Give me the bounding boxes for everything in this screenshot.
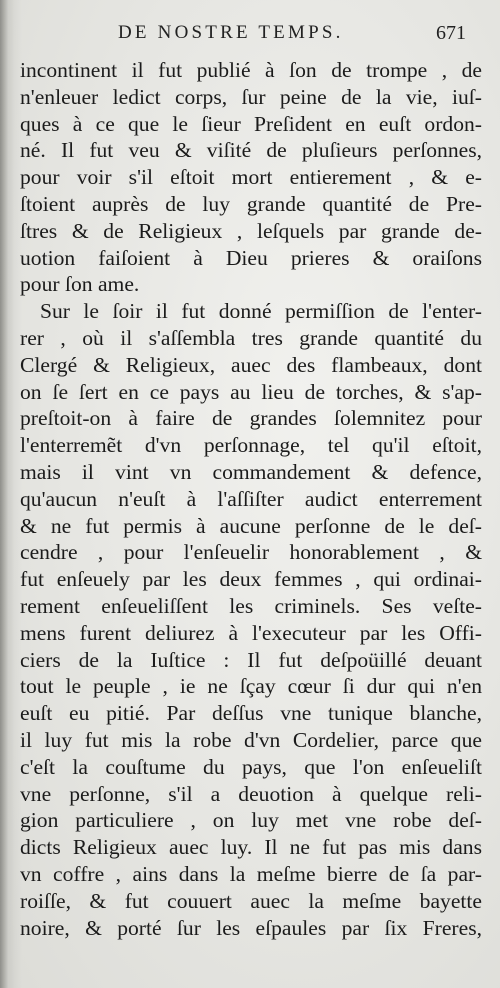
text-line: tout le peuple , ie ne ſçay cœur ſi dur qui n'en xyxy=(20,674,482,699)
text-line: euſt eu pitié. Par deſſus vne tunique blanche, xyxy=(20,701,482,726)
text-line: pour voir s'il eſtoit mort entierement , & e- xyxy=(20,165,482,190)
text-line: uotion faiſoient à Dieu prieres & oraiſons xyxy=(20,245,482,270)
text-line: fut enſeuely par les deux femmes , qui ordinai- xyxy=(20,567,482,592)
text-line: gion particuliere , on luy met vne robe deſ- xyxy=(20,808,482,833)
text-line: n'enleuer ledict corps, ſur peine de la vie, iuſ- xyxy=(20,84,482,109)
running-head: DE NOSTRE TEMPS. xyxy=(118,22,344,43)
text-line: qu'aucun n'euſt à l'aſſiſter audict enterrement xyxy=(20,486,482,511)
text-line: c'eſt la couſtume du pays, que l'on enſeueliſt xyxy=(20,754,482,779)
text-line: rer , où il s'aſſembla tres grande quantité du xyxy=(20,325,482,350)
text-line: mais il vint vn commandement & defence, xyxy=(20,459,482,484)
text-line: vne perſonne, s'il a deuotion à quelque reli- xyxy=(20,781,482,806)
page-gutter-shadow xyxy=(0,0,14,988)
text-line: dicts Religieux auec luy. Il ne fut pas mis dans xyxy=(20,835,482,860)
text-line: mens furent deliurez à l'executeur par les Offi- xyxy=(20,620,482,645)
text-line: noire, & porté ſur les eſpaules par ſix Freres, xyxy=(20,915,482,940)
text-line: roiſſe, & fut couuert auec la meſme bayette xyxy=(20,888,482,913)
page-number: 671 xyxy=(436,22,466,44)
text-line: ciers de la Iuſtice : Il fut deſpoüillé deuant xyxy=(20,647,482,672)
text-line: Sur le ſoir il fut donné permiſſion de l'enter- xyxy=(40,299,482,324)
text-line: ſtres & de Religieux , leſquels par grande de- xyxy=(20,218,482,243)
text-line: l'enterremẽt d'vn perſonnage, tel qu'il eſtoit, xyxy=(20,433,482,458)
text-line: vn coffre , ains dans la meſme bierre de ſa par- xyxy=(20,861,482,886)
text-line: il luy fut mis la robe d'vn Cordelier, parce que xyxy=(20,727,482,752)
body-text xyxy=(20,57,482,941)
text-line: incontinent il fut publié à ſon de trompe , de xyxy=(20,58,482,82)
text-line: ſtoient auprès de luy grande quantité de Pre- xyxy=(20,191,482,216)
text-line: & ne fut permis à aucune perſonne de le deſ- xyxy=(20,513,482,538)
text-line: ques à ce que le ſieur Preſident en euſt ordon- xyxy=(20,111,482,136)
text-line: né. Il fut veu & viſité de pluſieurs perſonnes, xyxy=(20,138,482,163)
text-line: pour ſon ame. xyxy=(20,272,140,297)
text-line: preſtoit-on à faire de grandes ſolemnitez pour xyxy=(20,406,482,431)
paragraph-1 xyxy=(20,57,482,298)
text-line: cendre , pour l'enſeuelir honorablement , & xyxy=(20,540,482,565)
text-line: on ſe ſert en ce pays au lieu de torches, & s'ap- xyxy=(20,379,482,404)
text-line: Clergé & Religieux, auec des flambeaux, dont xyxy=(20,352,482,377)
paragraph-2 xyxy=(20,298,482,941)
text-line: rement enſeueliſſent les criminels. Ses veſte- xyxy=(20,593,482,618)
